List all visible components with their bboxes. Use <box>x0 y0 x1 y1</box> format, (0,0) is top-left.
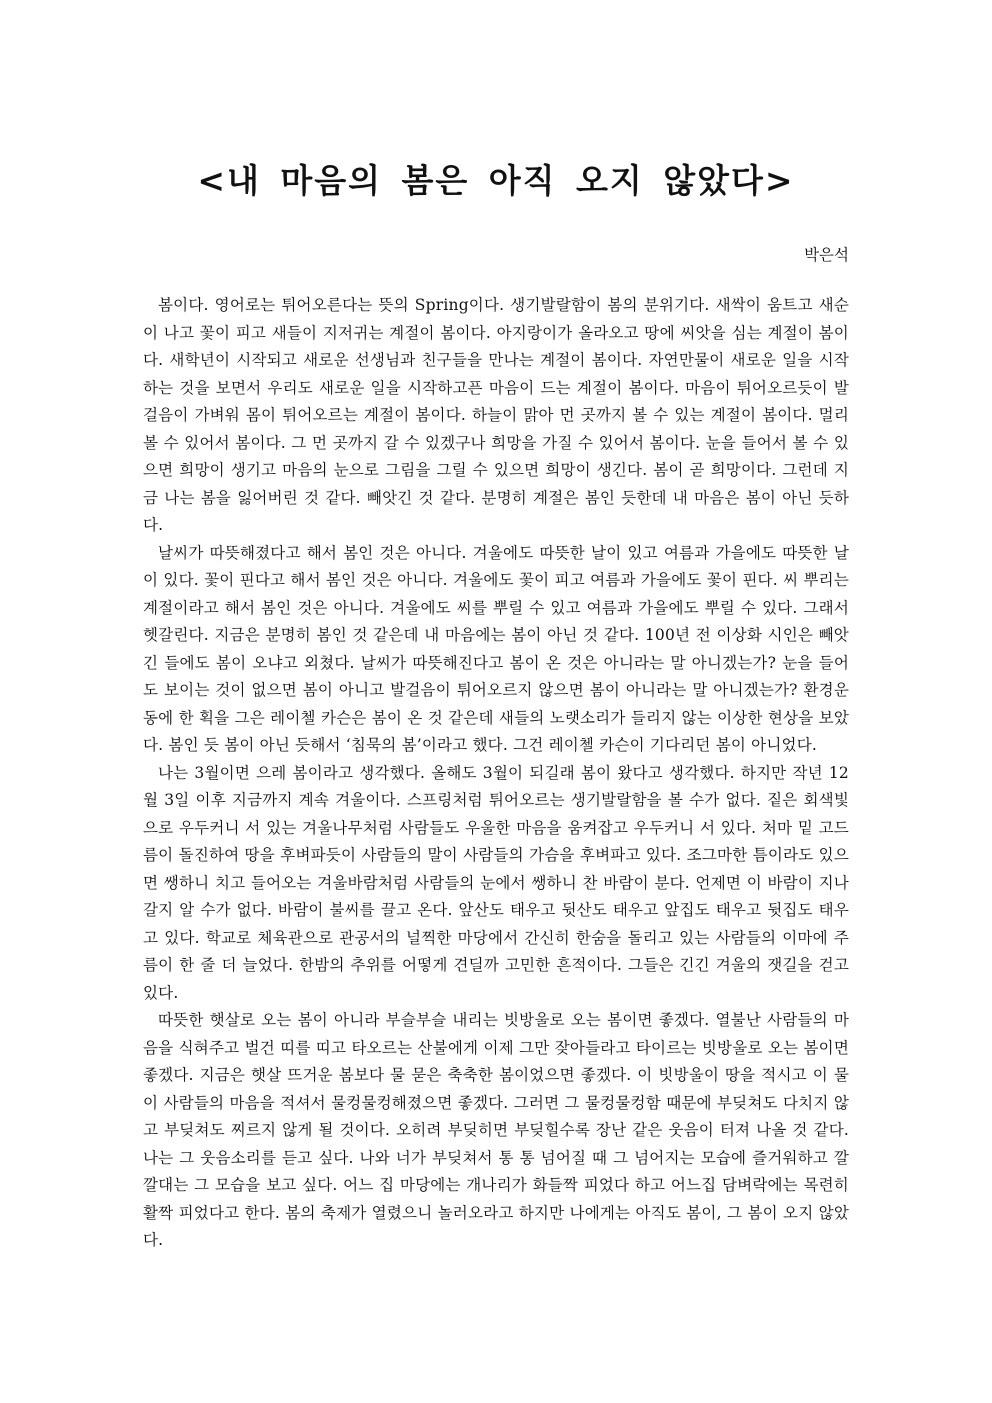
paragraph-3: 나는 3월이면 으레 봄이라고 생각했다. 올해도 3월이 되길래 봄이 왔다고 생각했다. 하지만 작년 12월 3일 이후 지금까지 계속 겨울이다. 스프링처럼 튀어오르는 생기발랄함을 볼 수가 없다. 짙은 회색빛으로 우두커니 서 있는 겨울나무처럼 사람들도 우울한 마음을 움켜잡고 우두커니 서 있다. 처마 밑 고드름이 돌진하여 땅을 후벼파듯이 사람들의 말이 사람들의 가슴을 후벼파고 있다. 조그마한 틈이라도 있으면 쌩하니 치고 들어오는 겨울바람처럼 사람들의 눈에서 쌩하니 찬 바람이 분다. 언제면 이 바람이 지나갈지 알 수가 없다. 바람이 불씨를 끌고 온다. 앞산도 태우고 뒷산도 태우고 앞집도 태우고 뒷집도 태우고 있다. 학교로 체육관으로 관공서의 널찍한 마당에서 간신히 한숨을 돌리고 있는 사람들의 이마에 주름이 한 줄 더 늘었다. 한밤의 추위를 어떻게 견딜까 고민한 흔적이다. 그들은 긴긴 겨울의 잿길을 걷고 있다. <box>143 763 849 1002</box>
author-name: 박은석 <box>804 246 849 264</box>
document-title: <내 마음의 봄은 아직 오지 않았다> <box>197 161 795 200</box>
paragraph-4: 따뜻한 햇살로 오는 봄이 아니라 부슬부슬 내리는 빗방울로 오는 봄이면 좋겠다. 열불난 사람들의 마음을 식혀주고 벌건 띠를 띠고 타오르는 산불에게 이제 그만 잦아들라고 타이르는 빗방울로 오는 봄이면 좋겠다. 지금은 햇살 뜨거운 봄보다 물 묻은 축축한 봄이었으면 좋겠다. 이 빗방울이 땅을 적시고 이 물이 사람들의 마음을 적셔서 물컹물컹해졌으면 좋겠다. 그러면 그 물컹물컹함 때문에 부딪쳐도 다치지 않고 부딪쳐도 찌르지 않게 될 것이다. 오히려 부딪히면 부딪힐수록 장난 같은 웃음이 터져 나올 것 같다. 나는 그 웃음소리를 듣고 싶다. 나와 너가 부딪쳐서 통 통 넘어질 때 그 넘어지는 모습에 즐거워하고 깔깔대는 그 모습을 보고 싶다. 어느 집 마당에는 개나리가 화들짝 피었다 하고 어느집 담벼락에는 목련히 활짝 피었다고 한다. 봄의 축제가 열렸으니 놀러오라고 하지만 나에게는 아직도 봄이, 그 봄이 오지 않았다. <box>143 1011 849 1249</box>
paragraph-2: 날씨가 따뜻해졌다고 해서 봄인 것은 아니다. 겨울에도 따뜻한 날이 있고 여름과 가을에도 따뜻한 날이 있다. 꽃이 핀다고 해서 봄인 것은 아니다. 겨울에도 꽃이 피고 여름과 가을에도 꽃이 핀다. 씨 뿌리는 계절이라고 해서 봄인 것은 아니다. 겨울에도 씨를 뿌릴 수 있고 여름과 가을에도 뿌릴 수 있다. 그래서 헷갈린다. 지금은 분명히 봄인 것 같은데 내 마음에는 봄이 아닌 것 같다. 100년 전 이상화 시인은 빼앗긴 들에도 봄이 오냐고 외쳤다. 날씨가 따뜻해진다고 봄이 온 것은 아니라는 말 아니겠는가? 눈을 들어도 보이는 것이 없으면 봄이 아니고 발걸음이 튀어오르지 않으면 봄이 아니라는 말 아니겠는가? 환경운동에 한 획을 그은 레이첼 카슨은 봄이 온 것 같은데 새들의 노랫소리가 들리지 않는 이상한 현상을 보았다. 봄인 듯 봄이 아닌 듯해서 ‘침묵의 봄’이라고 했다. 그건 레이첼 카슨이 기다리던 봄이 아니었다. <box>143 543 849 754</box>
paragraph-1: 봄이다. 영어로는 튀어오른다는 뜻의 Spring이다. 생기발랄함이 봄의 분위기다. 새싹이 움트고 새순이 나고 꽃이 피고 새들이 지저귀는 계절이 봄이다. 아지랑이가 올라오고 땅에 씨앗을 심는 계절이 봄이다. 새학년이 시작되고 새로운 선생님과 친구들을 만나는 계절이 봄이다. 자연만물이 새로운 일을 시작하는 것을 보면서 우리도 새로운 일을 시작하고픈 마음이 드는 계절이 봄이다. 마음이 튀어오르듯이 발걸음이 가벼워 몸이 튀어오르는 계절이 봄이다. 하늘이 맑아 먼 곳까지 볼 수 있는 계절이 봄이다. 멀리 볼 수 있어서 봄이다. 그 먼 곳까지 갈 수 있겠구나 희망을 가질 수 있어서 봄이다. 눈을 들어서 볼 수 있으면 희망이 생기고 마음의 눈으로 그림을 그릴 수 있으면 희망이 생긴다. 봄이 곧 희망이다. 그런데 지금 나는 봄을 잃어버린 것 같다. 빼앗긴 것 같다. 분명히 계절은 봄인 듯한데 내 마음은 봄이 아닌 듯하다. <box>143 296 849 534</box>
essay-body <box>143 292 849 1255</box>
